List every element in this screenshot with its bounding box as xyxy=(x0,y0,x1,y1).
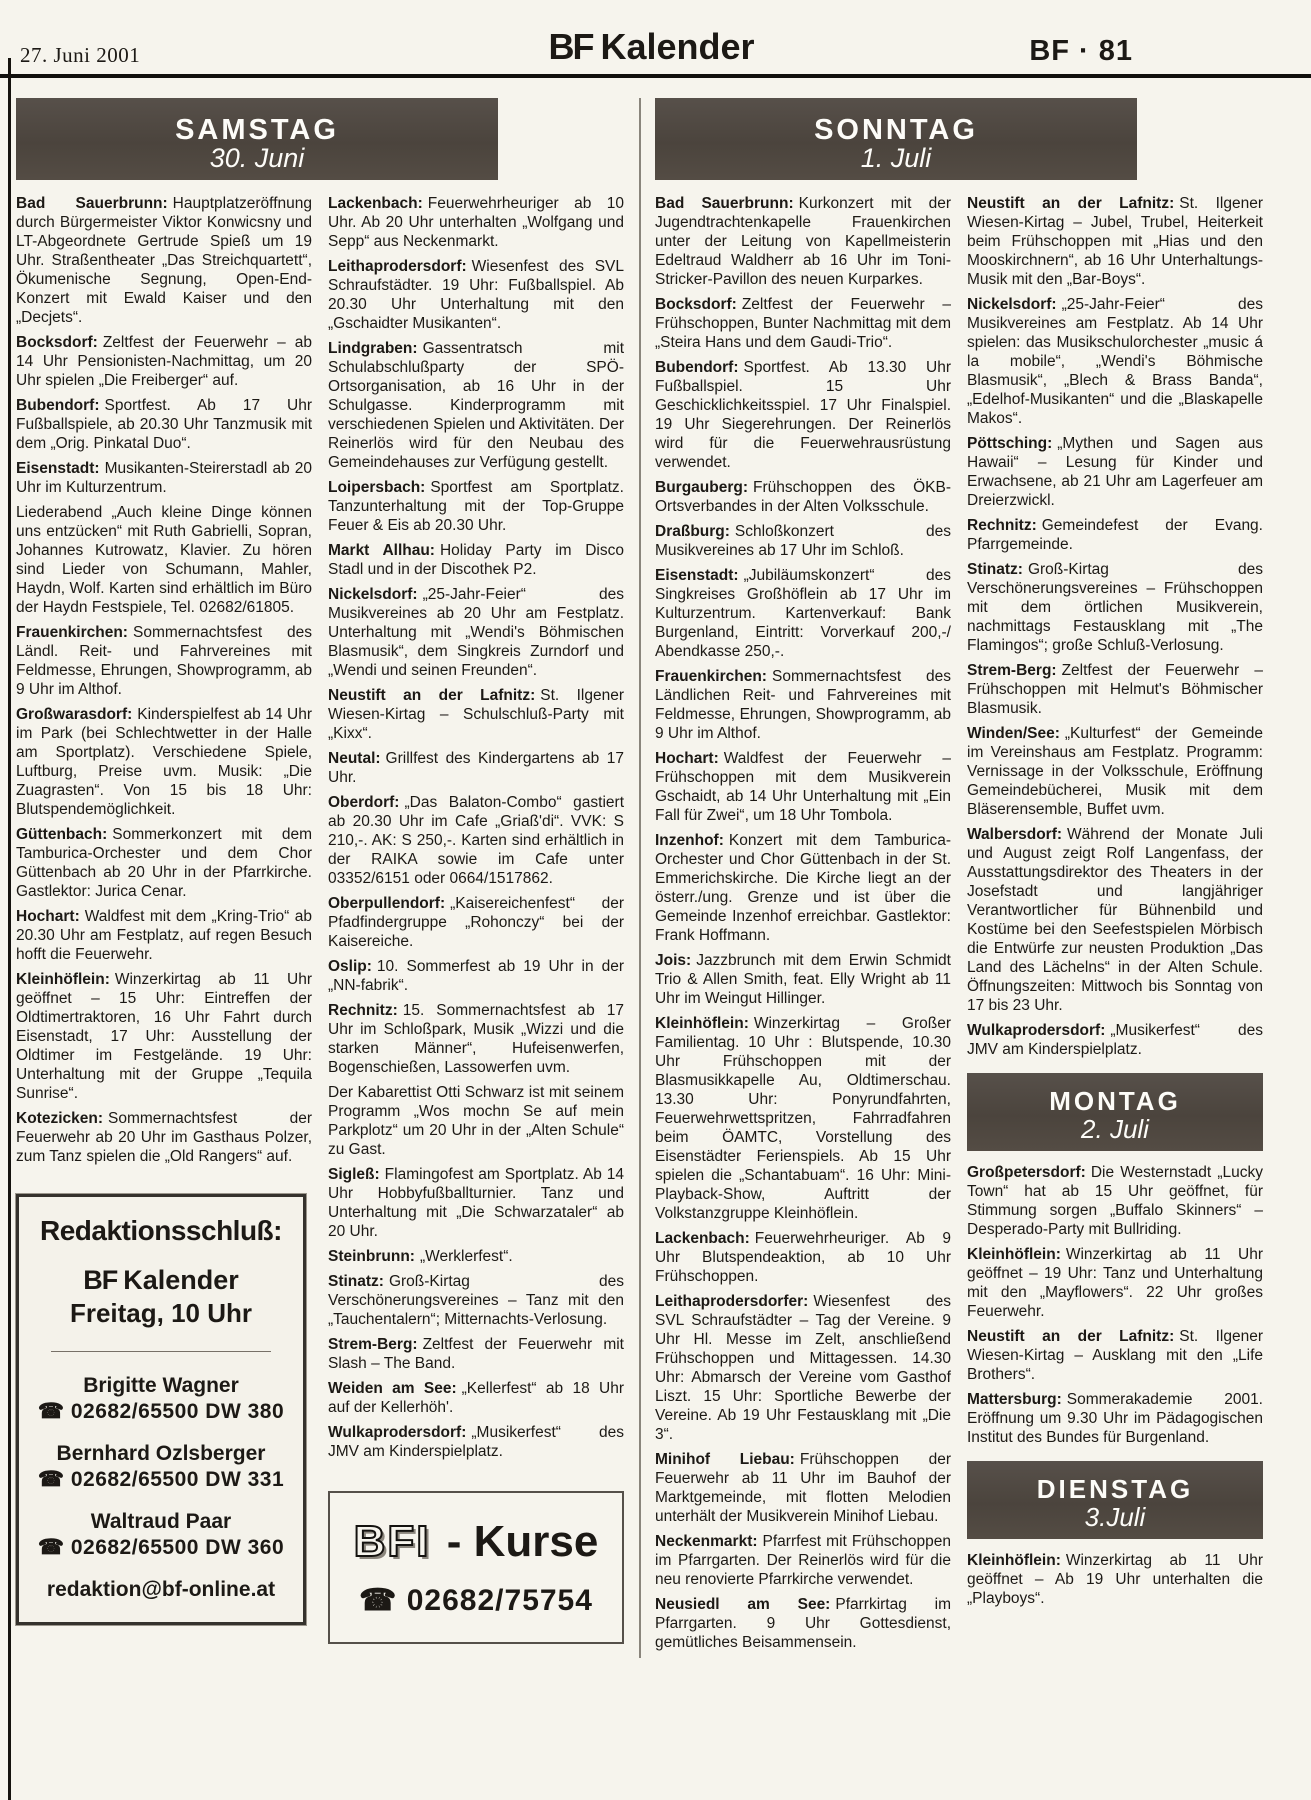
event-entry xyxy=(967,1021,1263,1059)
event-town: Kleinhöflein: xyxy=(967,1552,1061,1569)
event-town: Frauenkirchen: xyxy=(16,624,128,641)
event-town: Neustift an der Lafnitz: xyxy=(967,1328,1175,1345)
event-text: Frühschoppen des ÖKB-Ortsverbandes in der Alten Volksschule. xyxy=(655,479,951,515)
event-town: Großwarasdorf: xyxy=(16,706,133,723)
event-entry xyxy=(967,560,1263,655)
event-town: Eisenstadt: xyxy=(655,567,739,584)
event-entry xyxy=(328,1423,624,1461)
event-text: Jazzbrunch mit dem Erwin Schmidt Trio & Allen Smith, feat. Elly Wright ab 11 Uhr im Weingut Hillinger. xyxy=(655,952,951,1007)
event-text: Winzerkirtag ab 11 Uhr geöffnet – 19 Uhr: Tanz und Unterhaltung mit den „Mayflowers“. 22 Uhr großes Feuerwehr. xyxy=(967,1246,1263,1320)
event-text: Frühschoppen der Feuerwehr ab 11 Uhr im Bauhof der Marktgemeinde, mit flotten Melodien unterhält der Musikverein Minihof Liebau. xyxy=(655,1451,951,1525)
event-text: Winzerkirtag – Großer Familientag. 10 Uhr : Blutspende, 10.30 Uhr Frühschoppen mit der Blasmusikkapelle Au, Oldtimerschau. 13.30 Uhr: Ponyrundfahrten, Feuerwehrwettspritzen, Fahrradfahren beim ÖAMTC, Vorstellung des Eisenstädter Ferienspiels. Ab 15 Uhr spielen die „Schantabuam“. 16 Uhr: Mini-Playback-Show, Auftritt der Volkstanzgruppe Kleinhöflein. xyxy=(655,1015,951,1222)
event-entry xyxy=(655,1292,951,1444)
event-town: Frauenkirchen: xyxy=(655,668,767,685)
event-town: Mattersburg: xyxy=(967,1391,1062,1408)
event-entry xyxy=(16,825,312,901)
event-town: Walbersdorf: xyxy=(967,826,1063,843)
contact-entry xyxy=(27,1374,295,1424)
event-text: Pfarrkirtag im Pfarrgarten. 9 Uhr Gottesdienst, gemütliches Beisammensein. xyxy=(655,1596,952,1651)
event-entry xyxy=(967,1390,1263,1447)
event-text: 15. Sommernachtsfest ab 17 Uhr im Schloßpark, Musik „Wizzi und die starken Männer“, Hufeisenwerfen, Bogenschießen, Lassowerfen uvm. xyxy=(328,1002,624,1076)
event-town: Rechnitz: xyxy=(967,517,1037,534)
event-text: Groß-Kirtag des Verschönerungsvereines – Frühschoppen mit dem örtlichen Musikverein, nachmittags Festausklang mit „The Flamingos“; große Schluß-Verlosung. xyxy=(967,561,1263,654)
bfi-ad-title xyxy=(340,1519,612,1565)
contact-phone: ☎ 02682/65500 DW 380 xyxy=(37,1400,285,1423)
event-town: Oberpullendorf: xyxy=(328,895,446,912)
page-left-rule xyxy=(8,58,11,1800)
event-text: Sommernachtsfest der Feuerwehr ab 20 Uhr im Gasthaus Polzer, zum Tanz spielen die „Old Rangers“ auf. xyxy=(16,1110,312,1165)
redaktionsschluss-contacts xyxy=(27,1374,295,1560)
samstag-banner-day: samstag xyxy=(175,102,339,148)
event-town: Steinbrunn: xyxy=(328,1248,415,1265)
event-text: Sommernachtsfest des Ländl. Reit- und Fahrvereines mit Feldmesse, Ehrungen, Showprogramm, ab 9 Uhr im Althof. xyxy=(16,624,312,698)
event-entry xyxy=(328,1083,624,1159)
event-town: Weiden am See: xyxy=(328,1380,457,1397)
event-text: Flamingofest am Sportplatz. Ab 14 Uhr Hobbyfußballturnier. Tanz und Unterhaltung mit „Die Schwarzataler“ ab 20 Uhr. xyxy=(328,1166,624,1240)
event-town: Lackenbach: xyxy=(328,195,423,212)
event-town: Winden/See: xyxy=(967,725,1060,742)
column-divider xyxy=(639,98,641,1658)
event-entry xyxy=(967,661,1263,718)
event-entry xyxy=(655,522,951,560)
event-entry xyxy=(328,257,624,333)
event-entry xyxy=(967,1163,1263,1239)
event-text: Pfarrfest mit Frühschoppen im Pfarrgarten. Der Reinerlös wird für die neu renovierte Pfarrkirche verwendet. xyxy=(655,1533,951,1588)
event-text: Hauptplatzeröffnung durch Bürgermeister Viktor Konwicsny und LT-Abgeordnete Gertrude Spieß um 19 Uhr. Straßentheater „Das Streichquartett“, Ökumenische Segnung, Open-End-Konzert mit Ewald Kaiser und den „Decjets“. xyxy=(16,195,312,326)
event-entry xyxy=(655,1532,951,1589)
page-number: BF · 81 xyxy=(1029,35,1133,67)
event-text: 10. Sommerfest ab 19 Uhr in der „NN-fabrik“. xyxy=(328,958,624,994)
event-town: Hochart: xyxy=(655,750,719,767)
samstag-banner-date: 30. Juni xyxy=(209,143,305,173)
contact-entry xyxy=(27,1442,295,1492)
redaktionsschluss-brand xyxy=(27,1265,295,1296)
event-town: Leithaprodersdorf: xyxy=(328,258,467,275)
event-text: Groß-Kirtag des Verschönerungsvereines – Tanz mit den „Tauchentalern“; Mitternachts-Verlosung. xyxy=(328,1273,624,1328)
event-town: Oslip: xyxy=(328,958,372,975)
contact-entry xyxy=(27,1510,295,1560)
event-town: Neustift an der Lafnitz: xyxy=(967,195,1175,212)
montag-banner xyxy=(967,1073,1263,1151)
contact-name: Waltraud Paar xyxy=(90,1510,232,1533)
event-text: „25-Jahr-Feier“ des Musikvereines ab 20 Uhr am Festplatz. Unterhaltung mit „Wendi's Böhmischen Blasmusik“, dem Singkreis Zurndorf und „Wendi und seinen Freunden“. xyxy=(328,586,624,679)
event-town: Nickelsdorf: xyxy=(328,586,418,603)
event-town: Lindgraben: xyxy=(328,340,418,357)
event-town: Eisenstadt: xyxy=(16,460,100,477)
event-entry xyxy=(328,1272,624,1329)
event-town: Pöttsching: xyxy=(967,435,1053,452)
event-text: „Kellerfest“ ab 18 Uhr auf der Kellerhöh'. xyxy=(328,1380,625,1416)
sonntag-banner xyxy=(655,98,1137,180)
event-town: Neustift an der Lafnitz: xyxy=(328,687,536,704)
sonntag-columns xyxy=(655,194,1263,1658)
event-entry xyxy=(655,749,951,825)
contact-phone: ☎ 02682/65500 DW 331 xyxy=(37,1468,285,1491)
event-entry xyxy=(328,957,624,995)
event-text: Zeltfest der Feuerwehr – ab 14 Uhr Pensionisten-Nachmittag, um 20 Uhr spielen „Die Freiberger“ auf. xyxy=(16,334,312,389)
event-town: Leithaprodersdorfer: xyxy=(655,1293,809,1310)
event-entry xyxy=(967,194,1263,289)
dienstag-banner xyxy=(967,1461,1263,1539)
event-text: Konzert mit dem Tamburica-Orchester und Chor Güttenbach in der St. Emmerichskirche. Die Kirche liegt an der österr./ung. Grenze und ist über die Gemeinde Inzenhof erreichbar. Gastlektor: Frank Hoffmann. xyxy=(655,832,951,944)
event-text: Grillfest des Kindergartens ab 17 Uhr. xyxy=(328,750,624,786)
event-entry xyxy=(328,1335,624,1373)
event-text: Liederabend „Auch kleine Dinge können uns entzücken“ mit Ruth Gabrielli, Sopran, Johannes Kutrowatz, Klavier. Zu hören sind Lieder von Schumann, Mahler, Haydn, Wolf. Karten sind erhältlich im Büro der Haydn Festspiele, Tel. 02682/61805. xyxy=(16,504,312,616)
event-town: Güttenbach: xyxy=(16,826,108,843)
event-town: Neusiedl am See: xyxy=(655,1596,831,1613)
event-town: Bad Sauerbrunn: xyxy=(16,195,168,212)
contact-phone: ☎ 02682/65500 DW 360 xyxy=(37,1536,285,1559)
sonntag-banner-date: 1. Juli xyxy=(860,143,932,173)
event-text: Wiesenfest des SVL Schraufstädter – Tag der Vereine. 9 Uhr Hl. Messe im Zelt, anschließend Frühschoppen und Mittagessen. 14.30 Uhr: Abmarsch der Vereine vom Gasthof Liszt. 15 Uhr: Sportliche Bewerbe der Vereine. Ab 19 Uhr Festausklang mit „Die 3“. xyxy=(655,1293,951,1443)
event-town: Wulkaprodersdorf: xyxy=(328,1424,467,1441)
event-text: St. Ilgener Wiesen-Kirtag – Jubel, Trubel, Heiterkeit beim Frühschoppen mit „Hias und den Mooskirchnern“, ab 16 Uhr Unterhaltungs-Musik mit den „Bar-Boys“. xyxy=(967,195,1264,288)
event-town: Bad Sauerbrunn: xyxy=(655,195,794,212)
event-town: Bubendorf: xyxy=(655,359,739,376)
event-text: Waldfest mit dem „Kring-Trio“ ab 20.30 Uhr am Festplatz, auf regen Besuch hofft die Feuerwehr. xyxy=(16,908,312,963)
event-entry xyxy=(16,194,312,327)
event-text: Winzerkirtag ab 11 Uhr geöffnet – 15 Uhr: Eintreffen der Oldtimertraktoren, 16 Uhr Fahrt durch Eisenstadt, 17 Uhr: Ausstellung der Oldtimer im Festgelände. 19 Uhr: Unterhaltung mit der Gruppe „Tequila Sunrise“. xyxy=(16,971,312,1102)
event-entry xyxy=(655,194,951,289)
event-text: Zeltfest der Feuerwehr mit Slash – The Band. xyxy=(328,1336,624,1372)
samstag-columns xyxy=(16,194,624,1644)
event-text: St. Ilgener Wiesen-Kirtag – Ausklang mit den „Life Brothers“. xyxy=(967,1328,1264,1383)
redaktionsschluss-title: Redaktionsschluß: xyxy=(40,1215,282,1246)
event-entry xyxy=(967,1551,1263,1608)
bfi-kurse-ad xyxy=(328,1491,624,1644)
event-entry xyxy=(16,970,312,1103)
event-entry xyxy=(655,566,951,661)
event-town: Nickelsdorf: xyxy=(967,296,1057,313)
event-text: „Musikerfest“ des JMV am Kinderspielplatz. xyxy=(328,1424,624,1460)
event-entry xyxy=(328,1379,624,1417)
event-town: Loipersbach: xyxy=(328,479,426,496)
contact-name: Brigitte Wagner xyxy=(83,1374,239,1397)
event-entry xyxy=(655,951,951,1008)
event-entry xyxy=(328,793,624,888)
event-entry xyxy=(655,478,951,516)
event-text: Während der Monate Juli und August zeigt Rolf Langenfass, der Ausstattungsdirektor des Theaters in der Josefstadt und langjähriger Verantwortlicher für Bühnenbild und Kostüme bei den Seefestspielen Mörbisch die Entwürfe zur neusten Produktion „Das Land des Lächelns“ in der Alten Schule. Öffnungszeiten: Mittwoch bis Sonntag von 17 bis 23 Uhr. xyxy=(967,826,1263,1014)
event-town: Strem-Berg: xyxy=(328,1336,418,1353)
event-entry xyxy=(328,541,624,579)
sonntag-column-1 xyxy=(655,194,951,1658)
event-town: Strem-Berg: xyxy=(967,662,1057,679)
redaktionsschluss-deadline: Freitag, 10 Uhr xyxy=(69,1298,253,1328)
bfi-ad-title-rest: - Kurse xyxy=(446,1517,599,1566)
event-town: Inzenhof: xyxy=(655,832,724,849)
samstag-column-1 xyxy=(16,194,312,1644)
event-town: Stinatz: xyxy=(967,561,1023,578)
section-samstag xyxy=(16,98,624,1658)
event-entry xyxy=(655,1014,951,1223)
dienstag-banner-day: dienstag xyxy=(1036,1465,1194,1506)
event-entry xyxy=(967,724,1263,819)
event-entry xyxy=(655,831,951,945)
event-town: Großpetersdorf: xyxy=(967,1164,1086,1181)
page-content xyxy=(0,78,1311,1658)
event-town: Stinatz: xyxy=(328,1273,384,1290)
event-text: „Kulturfest“ der Gemeinde im Vereinshaus am Festplatz. Programm: Vernissage in der Volksschule, Eröffnung Gemeindebücherei, Musik mit dem Bläserensemble, Buffet uvm. xyxy=(967,725,1263,818)
event-town: Lackenbach: xyxy=(655,1230,750,1247)
event-town: Kleinhöflein: xyxy=(655,1015,749,1032)
event-entry xyxy=(16,396,312,453)
event-text: Gassentratsch mit Schulabschlußparty der SPÖ-Ortsorganisation, ab 16 Uhr in der Schulgasse. Kinderprogramm mit verschiedenen Spielen und Aktivitäten. Der Reinerlös wird für den Neubau des Gemeindehauses zur Verfügung gestellt. xyxy=(328,340,624,471)
event-entry xyxy=(16,459,312,497)
sonntag-column-2 xyxy=(967,194,1263,1658)
event-entry xyxy=(967,1327,1263,1384)
event-entry xyxy=(328,686,624,743)
event-text: Musikanten-Steirerstadl ab 20 Uhr im Kulturzentrum. xyxy=(16,460,312,496)
event-entry xyxy=(328,1165,624,1241)
event-text: Die Westernstadt „Lucky Town“ hat ab 15 Uhr geöffnet, für Stimmung sorgen „Buffalo Skinners“ – Desperado-Party mit Bullriding. xyxy=(967,1164,1263,1238)
event-text: Gemeindefest der Evang. Pfarrgemeinde. xyxy=(967,517,1263,553)
event-text: St. Ilgener Wiesen-Kirtag – Schulschluß-Party mit „Kixx“. xyxy=(328,687,625,742)
event-entry xyxy=(967,434,1263,510)
section-sonntag xyxy=(655,98,1263,1658)
dienstag-banner-date: 3.Juli xyxy=(1084,1502,1146,1532)
masthead-title-text: Kalender xyxy=(600,26,755,67)
event-text: „25-Jahr-Feier“ des Musikvereines am Festplatz. Ab 14 Uhr spielen: das Musikschulorchester „music á la mobile“, „Wendi's Böhmische Blasmusik“, „Blech & Brass Banda“, „Edelhof-Musikanten“ und die „Blaskapelle Makos“. xyxy=(967,296,1263,427)
samstag-entry-list-2 xyxy=(328,194,624,1461)
page-header xyxy=(0,0,1311,78)
event-text: Sportfest. Ab 13.30 Uhr Fußballspiel. 15 Uhr Geschicklichkeitsspiel. 17 Uhr Finalspiel. 19 Uhr Siegerehrungen. Der Reinerlös wird für die Feuerwehrausrüstung verwendet. xyxy=(655,359,951,471)
event-text: „Das Balaton-Combo“ gastiert ab 20.30 Uhr im Cafe „Griaß'di“. VVK: S 210,-. AK: S 250,-. Karten sind erhältlich in der RAIKA sowie im Cafe unter 03352/6151 oder 0664/1517862. xyxy=(328,794,624,887)
event-town: Bubendorf: xyxy=(16,397,100,414)
event-entry xyxy=(655,295,951,352)
event-text: Feuerwehrheuriger ab 10 Uhr. Ab 20 Uhr unterhalten „Wolfgang und Sepp“ aus Neckenmarkt. xyxy=(328,195,624,250)
event-text: Waldfest der Feuerwehr – Frühschoppen mit dem Musikverein Gschaidt, ab 14 Uhr Unterhaltung mit „Ein Fall für Zwei“, um 18 Uhr Tombola. xyxy=(655,750,951,824)
event-town: Kleinhöflein: xyxy=(16,971,110,988)
issue-date: 27. Juni 2001 xyxy=(20,43,141,67)
event-text: Kinderspielfest ab 14 Uhr im Park (bei Schlechtwetter in der Halle am Sportplatz). Verschiedene Spiele, Luftburg, Preise uvm. Musik: „Die Zuagrasten“. Von 15 bis 18 Uhr: Blutspendemöglichkeit. xyxy=(16,706,312,818)
event-town: Markt Allhau: xyxy=(328,542,435,559)
bfi-logo: BFI xyxy=(353,1517,431,1566)
event-entry xyxy=(655,1595,951,1652)
event-entry xyxy=(16,907,312,964)
event-entry xyxy=(16,333,312,390)
event-entry xyxy=(328,894,624,951)
redaktionsschluss-box xyxy=(16,1194,306,1625)
event-entry xyxy=(967,516,1263,554)
redaktionsschluss-email: redaktion@bf-online.at xyxy=(46,1578,276,1601)
event-text: Kurkonzert mit der Jugendtrachtenkapelle Frauenkirchen unter der Leitung von Kapellmeisterin Edeltraud Waldherr ab 16 Uhr im Toni-Stricker-Pavillon des neuen Kurparkes. xyxy=(655,195,951,288)
event-entry xyxy=(967,825,1263,1015)
event-text: Holiday Party im Disco Stadl und in der Discothek P2. xyxy=(328,542,624,578)
event-text: Feuerwehrheuriger. Ab 9 Uhr Blutspendeaktion, ab 10 Uhr Frühschoppen. xyxy=(655,1230,951,1285)
event-text: „Werklerfest“. xyxy=(419,1248,513,1265)
event-entry xyxy=(655,667,951,743)
redaktionsschluss-bf-logo: BF xyxy=(83,1265,118,1295)
event-text: Sportfest. Ab 17 Uhr Fußballspiele, ab 20.30 Uhr Tanzmusik mit dem „Orig. Pinkatal Duo“. xyxy=(16,397,312,452)
masthead-bf-logo: BF xyxy=(548,26,593,67)
montag-entry-list xyxy=(967,1163,1263,1447)
event-text: „Musikerfest“ des JMV am Kinderspielplatz. xyxy=(967,1022,1263,1058)
sonntag-banner-day: sonntag xyxy=(814,102,978,148)
event-text: Zeltfest der Feuerwehr – Frühschoppen mit Helmut's Böhmischer Blasmusik. xyxy=(967,662,1263,717)
event-text: „Kaisereichenfest“ der Pfadfindergruppe „Rohonczy“ bei der Kaisereiche. xyxy=(328,895,624,950)
redaktionsschluss-brand-text: Kalender xyxy=(123,1265,239,1295)
event-town: Neutal: xyxy=(328,750,381,767)
event-town: Neckenmarkt: xyxy=(655,1533,758,1550)
event-entry xyxy=(328,1247,624,1266)
event-town: Wulkaprodersdorf: xyxy=(967,1022,1106,1039)
event-town: Bocksdorf: xyxy=(655,296,737,313)
event-entry xyxy=(328,194,624,251)
event-town: Bocksdorf: xyxy=(16,334,98,351)
event-text: Sommerakademie 2001. Eröffnung um 9.30 Uhr im Pädagogischen Institut des Bundes für Burgenland. xyxy=(967,1391,1263,1446)
event-entry xyxy=(328,478,624,535)
event-town: Minihof Liebau: xyxy=(655,1451,795,1468)
event-town: Draßburg: xyxy=(655,523,730,540)
redaktionsschluss-divider xyxy=(51,1351,271,1352)
samstag-banner xyxy=(16,98,498,180)
samstag-column-2 xyxy=(328,194,624,1644)
event-text: Sommerkonzert mit dem Tamburica-Orchester und dem Chor Güttenbach ab 20 Uhr in der Pfarrkirche. Gastlektor: Jurica Cenar. xyxy=(16,826,312,900)
event-entry xyxy=(655,358,951,472)
event-text: Winzerkirtag ab 11 Uhr geöffnet – Ab 19 Uhr unterhalten die „Playboys“. xyxy=(967,1552,1263,1607)
event-text: „Jubiläumskonzert“ des Singkreises Großhöflein ab 17 Uhr im Kulturzentrum. Kartenverkauf: Bank Burgenland, Eintritt: Vorverkauf 200,-/ Abendkasse 250,-. xyxy=(655,567,951,660)
event-town: Kotezicken: xyxy=(16,1110,103,1127)
event-entry xyxy=(16,705,312,819)
event-entry xyxy=(655,1450,951,1526)
event-text: „Mythen und Sagen aus Hawaii“ – Lesung für Kinder und Erwachsene, ab 21 Uhr am Lagerfeuer am Dreierzwickl. xyxy=(967,435,1263,509)
event-town: Hochart: xyxy=(16,908,80,925)
event-town: Sigleß: xyxy=(328,1166,380,1183)
masthead-title xyxy=(548,26,754,68)
sonntag-entry-list-2 xyxy=(967,194,1263,1059)
event-town: Burgauberg: xyxy=(655,479,748,496)
dienstag-entry-list xyxy=(967,1551,1263,1608)
event-entry xyxy=(328,339,624,472)
event-text: Sommernachtsfest des Ländlichen Reit- und Fahrvereines mit Feldmesse, Ehrungen, Showprogramm, ab 9 Uhr im Althof. xyxy=(655,668,951,742)
samstag-entry-list-1 xyxy=(16,194,312,1166)
event-town: Jois: xyxy=(655,952,692,969)
bfi-ad-phone: ☎ 02682/75754 xyxy=(359,1584,593,1617)
event-entry xyxy=(16,503,312,617)
contact-name: Bernhard Ozlsberger xyxy=(56,1442,266,1465)
sonntag-entry-list-1 xyxy=(655,194,951,1652)
montag-banner-day: montag xyxy=(1049,1077,1181,1118)
event-entry xyxy=(967,1245,1263,1321)
event-text: Sportfest am Sportplatz. Tanzunterhaltung mit der Top-Gruppe Feuer & Eis ab 20.30 Uhr. xyxy=(328,479,624,534)
event-town: Oberdorf: xyxy=(328,794,400,811)
event-town: Kleinhöflein: xyxy=(967,1246,1061,1263)
montag-banner-date: 2. Juli xyxy=(1081,1114,1149,1144)
event-entry xyxy=(655,1229,951,1286)
event-entry xyxy=(328,585,624,680)
event-entry xyxy=(328,1001,624,1077)
event-entry xyxy=(16,1109,312,1166)
event-entry xyxy=(16,623,312,699)
event-text: Der Kabarettist Otti Schwarz ist mit seinem Programm „Wos mochn Se auf mein Parkplotz“ um 20 Uhr in der „Alten Schule“ zu Gast. xyxy=(328,1084,624,1158)
event-text: Schloßkonzert des Musikvereines ab 17 Uhr im Schloß. xyxy=(655,523,951,559)
event-entry xyxy=(967,295,1263,428)
event-text: Wiesenfest des SVL Schraufstädter. 19 Uhr: Fußballspiel. Ab 20.30 Uhr Unterhaltung mit den „Gschaidter Musikanten“. xyxy=(328,258,624,332)
event-town: Rechnitz: xyxy=(328,1002,398,1019)
event-text: Zeltfest der Feuerwehr – Frühschoppen, Bunter Nachmittag mit dem „Steira Hans und dem Gaudi-Trio“. xyxy=(655,296,951,351)
event-entry xyxy=(328,749,624,787)
